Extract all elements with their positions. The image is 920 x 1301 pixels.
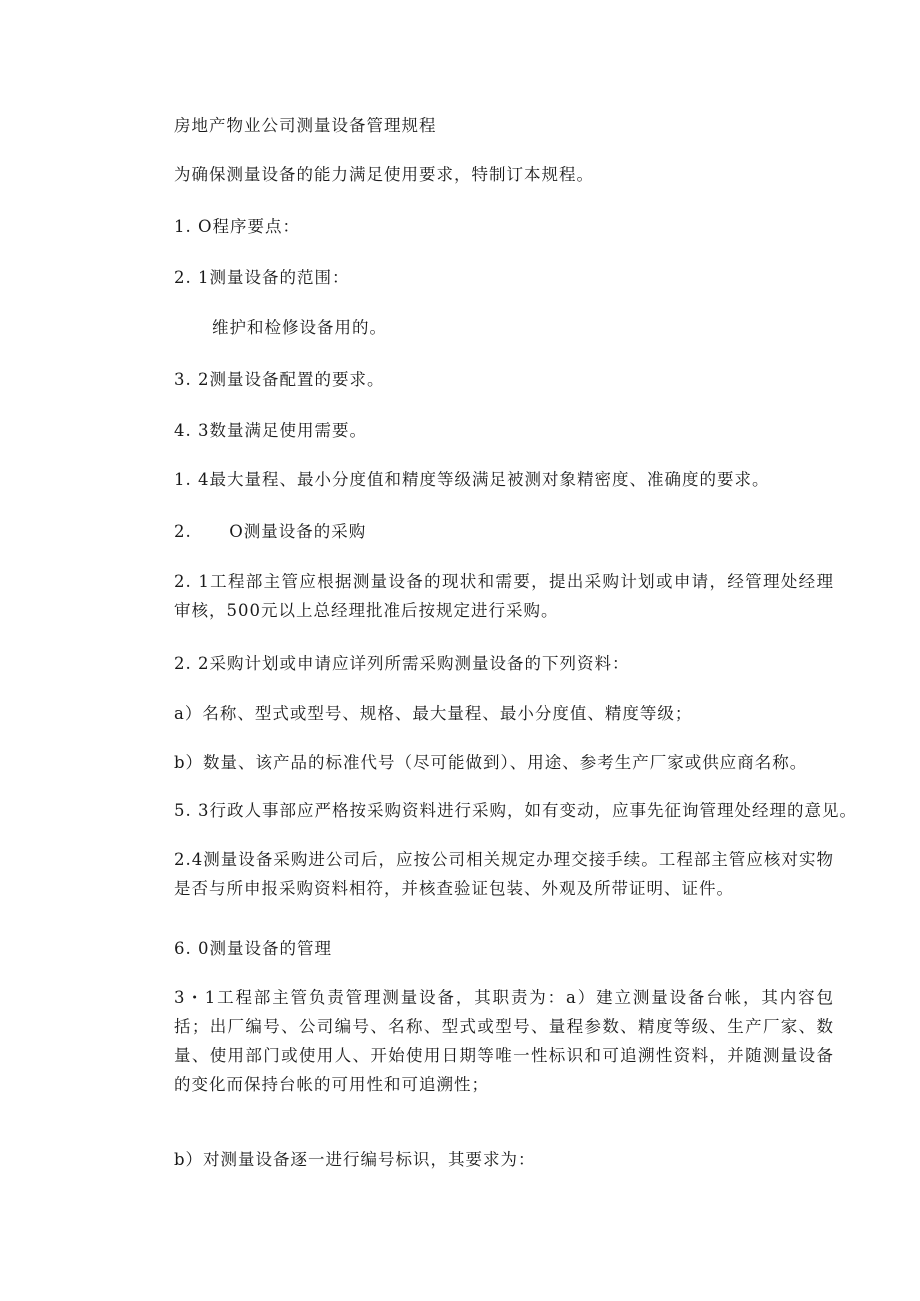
item-procurement-plan: 2. 1工程部主管应根据测量设备的现状和需要，提出采购计划或申请，经管理处经理审核，500元以上总经理批准后按规定进行采购。 — [174, 572, 834, 620]
section-management: 6. 0测量设备的管理 — [174, 939, 332, 958]
intro-paragraph: 为确保测量设备的能力满足使用要求，特制订本规程。 — [174, 165, 594, 184]
item-hr-procurement: 5. 3行政人事部应严格按采购资料进行采购，如有变动，应事先征询管理处经理的意见。 — [174, 801, 857, 820]
item-range-precision: 1. 4最大量程、最小分度值和精度等级满足被测对象精密度、准确度的要求。 — [174, 470, 770, 489]
section-program-points: 1. O程序要点： — [174, 217, 301, 236]
item-quantity: 4. 3数量满足使用需要。 — [174, 421, 367, 440]
list-item-b: b）数量、该产品的标准代号（尽可能做到）、用途、参考生产厂家或供应商名称。 — [174, 753, 808, 772]
item-acceptance: 2.4测量设备采购进公司后，应按公司相关规定办理交接手续。工程部主管应核对实物是否与所申报采购资料相符，并核查验证包装、外观及所带证明、证件。 — [174, 850, 834, 898]
document-title: 房地产物业公司测量设备管理规程 — [174, 116, 437, 135]
item-config-requirements: 3. 2测量设备配置的要求。 — [174, 370, 385, 389]
item-management-duties: 3・1工程部主管负责管理测量设备，其职责为：a）建立测量设备台帐，其内容包括；出厂编号、公司编号、名称、型式或型号、量程参数、精度等级、生产厂家、数量、使用部门或使用人、开始使用日期等唯一性标识和可追溯性资料，并随测量设备的变化而保持台帐的可用性和可追溯性； — [174, 988, 834, 1094]
list-item-b-labeling: b）对测量设备逐一进行编号标识，其要求为： — [174, 1150, 536, 1169]
item-scope-detail: 维护和检修设备用的。 — [212, 318, 387, 337]
item-equipment-scope: 2. 1测量设备的范围： — [174, 268, 350, 287]
item-procurement-info: 2. 2采购计划或申请应详列所需采购测量设备的下列资料： — [174, 654, 630, 673]
list-item-a: a）名称、型式或型号、规格、最大量程、最小分度值、精度等级； — [174, 704, 693, 723]
section-procurement: 2. O测量设备的采购 — [174, 522, 367, 541]
